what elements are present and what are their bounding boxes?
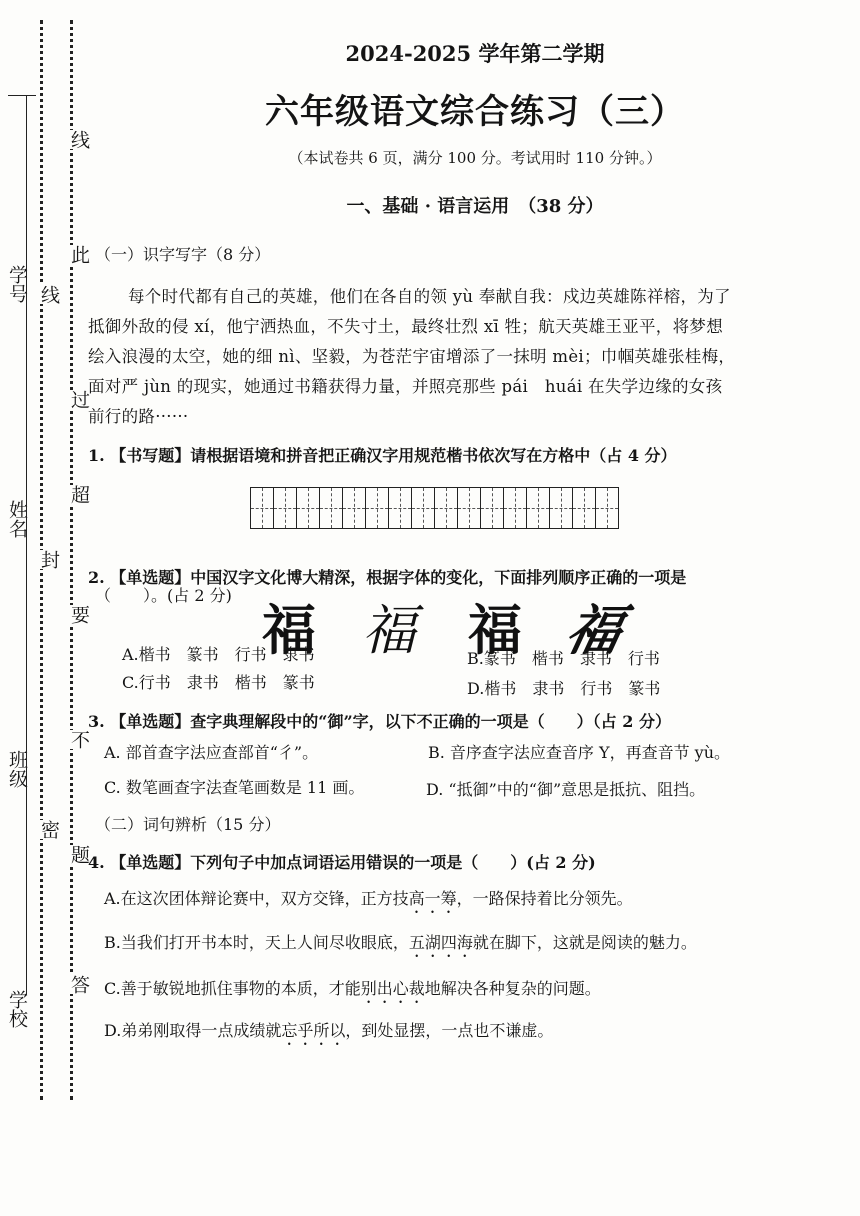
binding-mark-xian: 线	[36, 285, 63, 304]
subsection-title-2: （二）词句辨析（15 分）	[95, 815, 281, 834]
subsection-title-1: （一）识字写字（8 分）	[95, 245, 271, 264]
field-label-xingming: 姓名	[6, 500, 28, 538]
passage	[88, 282, 808, 432]
binding-mark-mi: 密	[36, 820, 63, 839]
question-2-line-1: 2. 【单选题】中国汉字文化博大精深，根据字体的变化，下面排列顺序正确的一项是	[88, 568, 687, 587]
q4-option-a-post: ，一路保持着比分领先。	[456, 889, 633, 908]
q4-option-c[interactable]	[104, 976, 601, 1007]
field-line-vertical	[26, 95, 27, 995]
q4-option-c-pre: C.善于敏锐地抓住事物的本质，才能	[104, 979, 361, 998]
grid-cell[interactable]	[573, 488, 596, 528]
q3-option-b[interactable]: B. 音序查字法应查音序 Y，再查音节 yù。	[428, 743, 731, 762]
question-4: 4. 【单选题】下列句子中加点词语运用错误的一项是（ ）(占 2 分)	[88, 853, 596, 872]
passage-line: 面对严 jùn 的现实，她通过书籍获得力量，并照亮那些 pái huái 在失学边缘的女孩	[88, 377, 723, 396]
field-line-xuehao	[8, 95, 36, 96]
q4-option-a[interactable]	[104, 886, 633, 917]
exam-note: （本试卷共 6 页，满分 100 分。考试用时 110 分钟。）	[288, 149, 662, 167]
q4-option-b-post: 就在脚下，这就是阅读的魅力。	[472, 933, 697, 952]
calligraphy-char-3: 福	[468, 599, 522, 662]
q4-option-c-emphasis: 别出心裁	[360, 979, 425, 998]
right-mark-5: 不	[66, 730, 93, 749]
binding-mark-feng: 封	[36, 550, 63, 569]
grid-cell[interactable]	[481, 488, 504, 528]
right-mark-4: 要	[66, 605, 93, 624]
field-label-banji: 班级	[6, 750, 28, 788]
passage-line: 每个时代都有自己的英雄，他们在各自的领 yù 奉献自我：戍边英雄陈祥榕，为了	[128, 287, 731, 306]
grid-cell[interactable]	[550, 488, 573, 528]
section-title: 一、基础 · 语言运用 （38 分）	[346, 196, 604, 217]
passage-line: 抵御外敌的侵 xí，他宁洒热血，不失寸土，最终壮烈 xī 牲；航天英雄王亚平，将梦想	[88, 317, 723, 336]
q2-option-b[interactable]: B.篆书 楷书 隶书 行书	[467, 649, 660, 668]
grid-cell[interactable]	[297, 488, 320, 528]
grid-cell[interactable]	[274, 488, 297, 528]
calligraphy-char-2: 福	[362, 599, 416, 662]
calligraphy-char-1: 福	[262, 599, 314, 662]
grid-cell[interactable]	[596, 488, 618, 528]
right-mark-3: 超	[66, 485, 93, 504]
q3-option-c[interactable]: C. 数笔画查字法查笔画数是 11 画。	[104, 778, 365, 797]
q3-option-d[interactable]: D. “抵御”中的“御”意思是抵抗、阻挡。	[426, 780, 706, 799]
grid-cell[interactable]	[320, 488, 343, 528]
q4-option-d-emphasis: 忘乎所以	[281, 1021, 346, 1040]
grid-cell[interactable]	[412, 488, 435, 528]
question-1: 1. 【书写题】请根据语境和拼音把正确汉字用规范楷书依次写在方格中（占 4 分）	[88, 446, 677, 465]
q2-option-d[interactable]: D.楷书 隶书 行书 篆书	[467, 679, 661, 698]
field-label-xuehao: 学号	[6, 265, 28, 303]
q4-option-a-emphasis: 高一筹	[408, 889, 457, 908]
grid-cell[interactable]	[504, 488, 527, 528]
calligraphy-char-4: 福	[560, 598, 629, 662]
field-label-xuexiao: 学校	[6, 990, 28, 1028]
term-title: 2024-2025 学年第二学期	[345, 41, 605, 66]
grid-cell[interactable]	[251, 488, 274, 528]
q2-option-c[interactable]: C.行书 隶书 楷书 篆书	[122, 673, 315, 692]
grid-cell[interactable]	[527, 488, 550, 528]
grid-cell[interactable]	[366, 488, 389, 528]
q2-option-a[interactable]: A.楷书 篆书 行书 隶书	[122, 645, 315, 664]
passage-line: 绘入浪漫的太空，她的细 nì、坚毅，为苍茫宇宙增添了一抹明 mèi；巾帼英雄张桂梅，	[88, 347, 736, 366]
q4-option-b-emphasis: 五湖四海	[408, 933, 473, 952]
right-mark-0: 线	[66, 130, 93, 149]
binding-dotted-line-right	[70, 20, 73, 1100]
q4-option-b-pre: B.当我们打开书本时，天上人间尽收眼底，	[104, 933, 409, 952]
grid-cell[interactable]	[435, 488, 458, 528]
right-mark-7: 答	[66, 975, 93, 994]
right-mark-2: 过	[66, 390, 93, 409]
q4-option-a-pre: A.在这次团体辩论赛中，双方交锋，正方技	[104, 889, 409, 908]
grid-cell[interactable]	[343, 488, 366, 528]
q4-option-d-pre: D.弟弟刚取得一点成绩就	[104, 1021, 282, 1040]
grid-cell[interactable]	[389, 488, 412, 528]
q4-option-d[interactable]	[104, 1018, 553, 1049]
right-mark-6: 题	[66, 845, 93, 864]
q4-option-c-post: 地解决各种复杂的问题。	[424, 979, 601, 998]
question-2-line-2: （ ）。(占 2 分)	[95, 586, 232, 605]
right-mark-1: 此	[66, 245, 93, 264]
q4-option-d-post: ，到处显摆，一点也不谦虚。	[345, 1021, 554, 1040]
q4-option-b[interactable]	[104, 930, 697, 961]
passage-line: 前行的路······	[88, 407, 189, 426]
grid-cell[interactable]	[458, 488, 481, 528]
exam-title: 六年级语文综合练习（三）	[265, 92, 685, 132]
writing-grid[interactable]	[250, 487, 619, 529]
question-3: 3. 【单选题】查字典理解段中的“御”字，以下不正确的一项是（ ）（占 2 分）	[88, 712, 671, 731]
q3-option-a[interactable]: A. 部首查字法应查部首“彳”。	[104, 743, 319, 762]
